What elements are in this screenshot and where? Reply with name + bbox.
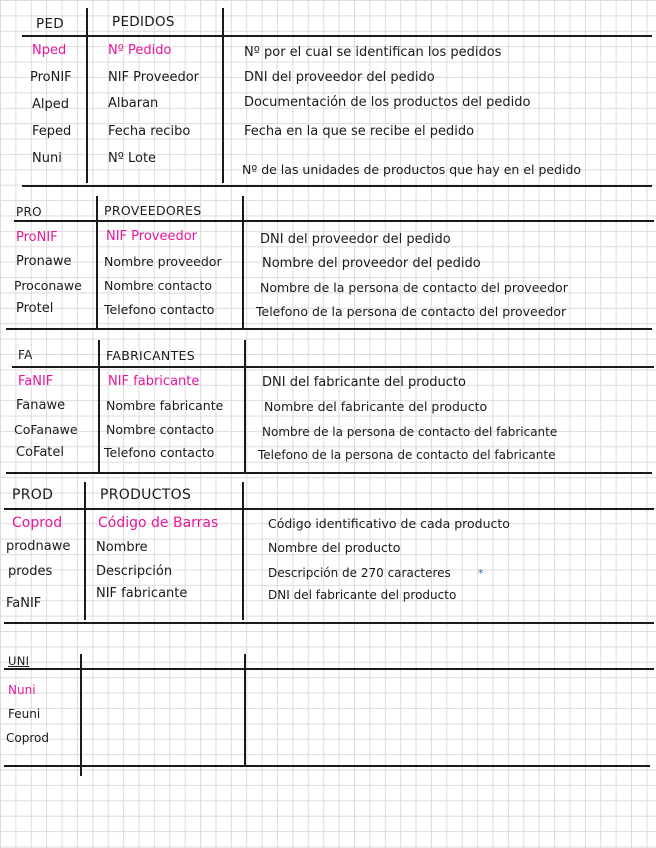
attr-field: NIF Proveedor [108, 70, 200, 85]
attr-field: Nombre [96, 540, 148, 555]
header-rule [12, 366, 654, 368]
table-title: PEDIDOS [112, 14, 175, 30]
table-title: FABRICANTES [106, 348, 195, 363]
attr-desc: Documentación de los productos del pedido [244, 95, 531, 110]
attr-field: NIF Proveedor [106, 229, 198, 244]
column-divider [242, 196, 244, 328]
attr-key: Feuni [8, 707, 41, 721]
attr-key: Alped [32, 97, 70, 112]
attr-field: NIF fabricante [108, 374, 200, 389]
attr-field: Descripción [96, 564, 173, 579]
attr-key: Nuni [8, 683, 36, 697]
column-divider [98, 340, 100, 472]
attr-desc: Telefono de la persona de contacto del proveedor [256, 304, 567, 319]
header-rule [14, 220, 654, 222]
column-divider [242, 482, 244, 620]
attr-key: CoFatel [16, 445, 64, 460]
attr-desc: Nº de las unidades de productos que hay en el pedido [242, 162, 582, 177]
table-abbr: PED [36, 16, 64, 32]
attr-field: Código de Barras [98, 515, 219, 531]
attr-field: Nombre fabricante [106, 398, 224, 413]
column-divider [84, 482, 86, 620]
header-rule [22, 35, 652, 37]
table-title: PROVEEDORES [104, 203, 202, 218]
table-abbr: UNI [8, 654, 30, 668]
attr-key: ProNIF [30, 70, 72, 85]
attr-key: Coprod [12, 515, 63, 531]
attr-key: Pronawe [16, 254, 72, 269]
table-abbr: PROD [12, 487, 54, 503]
table-abbr: FA [18, 348, 33, 362]
attr-field: Telefono contacto [104, 445, 215, 460]
attr-field: Nombre contacto [104, 278, 213, 293]
attr-desc: Nombre del proveedor del pedido [262, 256, 481, 271]
header-rule [4, 508, 654, 510]
attr-desc: Nº por el cual se identifican los pedidos [244, 45, 502, 60]
attr-field: Nº Pedido [108, 43, 172, 58]
attr-field: Fecha recibo [108, 124, 191, 139]
attr-key: ProNIF [16, 230, 58, 245]
attr-desc: DNI del fabricante del producto [262, 375, 466, 390]
attr-desc: Descripción de 270 caracteres [268, 566, 451, 580]
attr-key: prodnawe [6, 539, 71, 554]
attr-key: Nped [32, 43, 67, 58]
column-divider [96, 196, 98, 328]
attr-desc: DNI del fabricante del producto [268, 588, 457, 602]
attr-key: Nuni [32, 151, 62, 166]
attr-field: Nombre proveedor [104, 254, 222, 269]
attr-field: Nº Lote [108, 151, 157, 166]
column-divider [244, 340, 246, 472]
attr-desc: DNI del proveedor del pedido [244, 70, 435, 85]
attr-desc: DNI del proveedor del pedido [260, 232, 451, 247]
column-divider [244, 654, 246, 766]
table-bottom-rule [22, 185, 652, 187]
attr-desc: Fecha en la que se recibe el pedido [244, 124, 475, 139]
table-bottom-rule [4, 765, 650, 767]
attr-field: Telefono contacto [104, 302, 215, 317]
attr-key: Fanawe [16, 398, 66, 413]
attr-field: Nombre contacto [106, 422, 215, 437]
attr-desc: Nombre de la persona de contacto del fabricante [262, 425, 558, 439]
attr-key: Protel [16, 301, 54, 316]
attr-desc: Nombre del fabricante del producto [264, 399, 488, 414]
attr-desc: Nombre de la persona de contacto del proveedor [260, 280, 568, 295]
attr-key: Coprod [6, 731, 49, 745]
attr-desc: Telefono de la persona de contacto del fabricante [258, 448, 556, 462]
header-rule [4, 668, 654, 670]
attr-key: Feped [32, 124, 72, 139]
attr-desc: Código identificativo de cada producto [268, 516, 510, 531]
table-abbr: PRO [16, 205, 42, 219]
attr-key: CoFanawe [14, 422, 78, 437]
annotation-mark: * [478, 567, 484, 580]
table-bottom-rule [4, 622, 654, 624]
attr-desc: Nombre del producto [268, 540, 401, 555]
attr-field: NIF fabricante [96, 586, 188, 601]
attr-key: prodes [8, 564, 53, 579]
attr-field: Albaran [108, 96, 159, 111]
attr-key: FaNIF [18, 374, 54, 389]
attr-key: Proconawe [14, 278, 82, 293]
table-bottom-rule [6, 472, 652, 474]
table-title: PRODUCTOS [100, 487, 192, 503]
attr-key: FaNIF [6, 596, 42, 611]
column-divider [80, 654, 82, 776]
table-bottom-rule [6, 328, 652, 330]
